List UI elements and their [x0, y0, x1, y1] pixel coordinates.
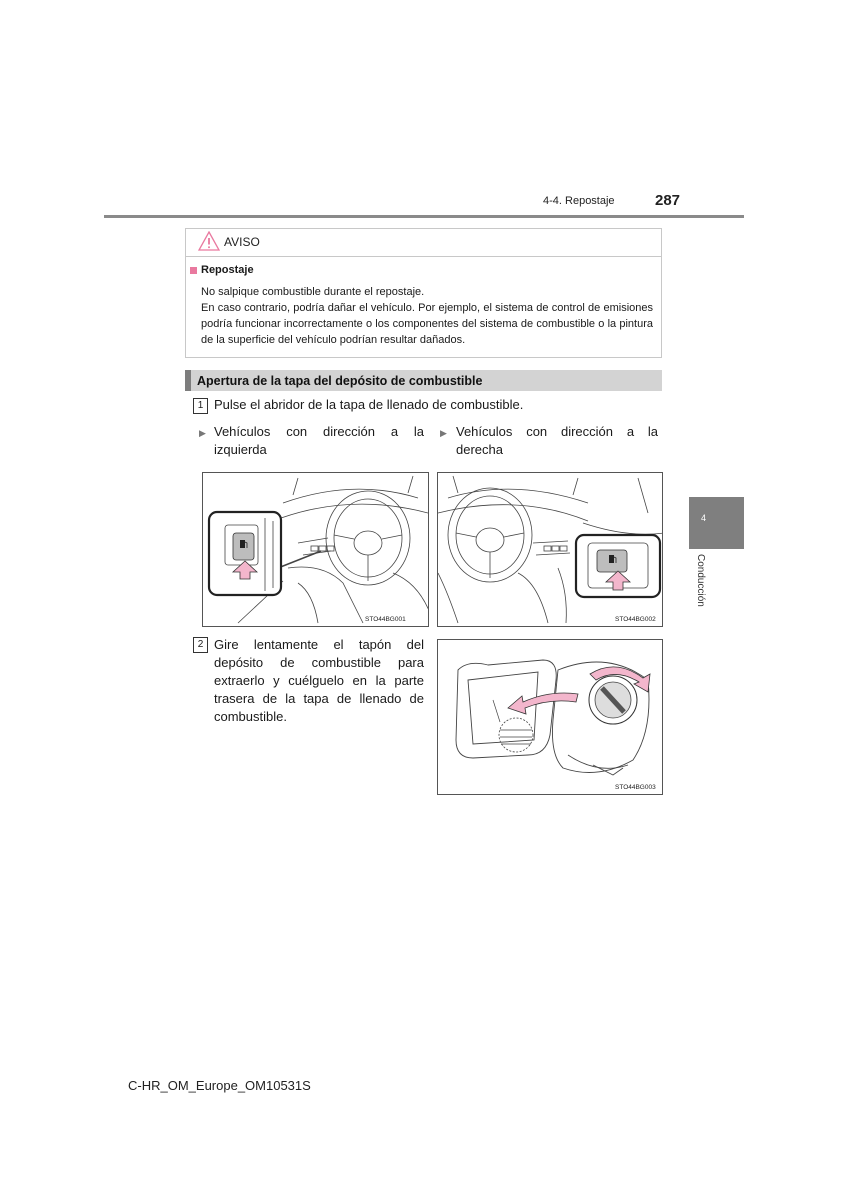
warning-box — [185, 228, 662, 358]
warning-title: AVISO — [224, 235, 260, 249]
footer-doc-code: C-HR_OM_Europe_OM10531S — [128, 1078, 311, 1093]
figure-rhd-dashboard — [437, 472, 663, 627]
chapter-tab — [689, 497, 744, 549]
figure-3-code: STO44BG003 — [615, 784, 656, 791]
header-section-label: 4-4. Repostaje — [543, 195, 615, 207]
lhd-label: Vehículos con dirección a la izquierda — [214, 424, 424, 457]
warning-header — [186, 229, 661, 257]
warning-paragraph-1: No salpique combustible durante el repostaje. — [201, 286, 425, 298]
warning-triangle-icon — [198, 231, 220, 251]
rhd-label: Vehículos con dirección a la derecha — [456, 424, 658, 457]
figure-1-code: STO44BG001 — [365, 616, 406, 623]
chapter-tab-number: 4 — [701, 513, 707, 523]
triangle-bullet-icon: ▶ — [199, 428, 206, 438]
triangle-bullet-icon: ▶ — [440, 428, 447, 438]
fuel-cap-illustration — [438, 640, 663, 795]
step-1-text: Pulse el abridor de la tapa de llenado de combustible. — [214, 397, 524, 412]
warning-paragraph-2: En caso contrario, podría dañar el vehículo. Por ejemplo, el sistema de control de emisiones podría funcionar incorrectamente o los componentes del sistema de combustible o la pintura de la superficie del vehículo podrían resultar dañados. — [201, 302, 653, 346]
step-2-text: Gire lentamente el tapón del depósito de combustible para extraerlo y cuélguelo en la parte trasera de la tapa de llenado de combustible. — [214, 637, 424, 724]
dashboard-rhd-illustration — [438, 473, 663, 627]
square-bullet-icon — [190, 267, 197, 274]
warning-subheading: Repostaje — [201, 264, 254, 276]
figure-fuel-cap — [437, 639, 663, 795]
chapter-tab-label: Conducción — [695, 554, 706, 607]
dashboard-lhd-illustration — [203, 473, 429, 627]
step-1-number: 1 — [193, 398, 208, 414]
header-divider — [104, 215, 744, 218]
figure-lhd-dashboard — [202, 472, 429, 627]
section-heading-accent — [185, 370, 191, 391]
figure-2-code: STO44BG002 — [615, 616, 656, 623]
step-2-number: 2 — [193, 637, 208, 653]
page-number: 287 — [655, 192, 681, 209]
section-title: Apertura de la tapa del depósito de combustible — [197, 374, 483, 388]
